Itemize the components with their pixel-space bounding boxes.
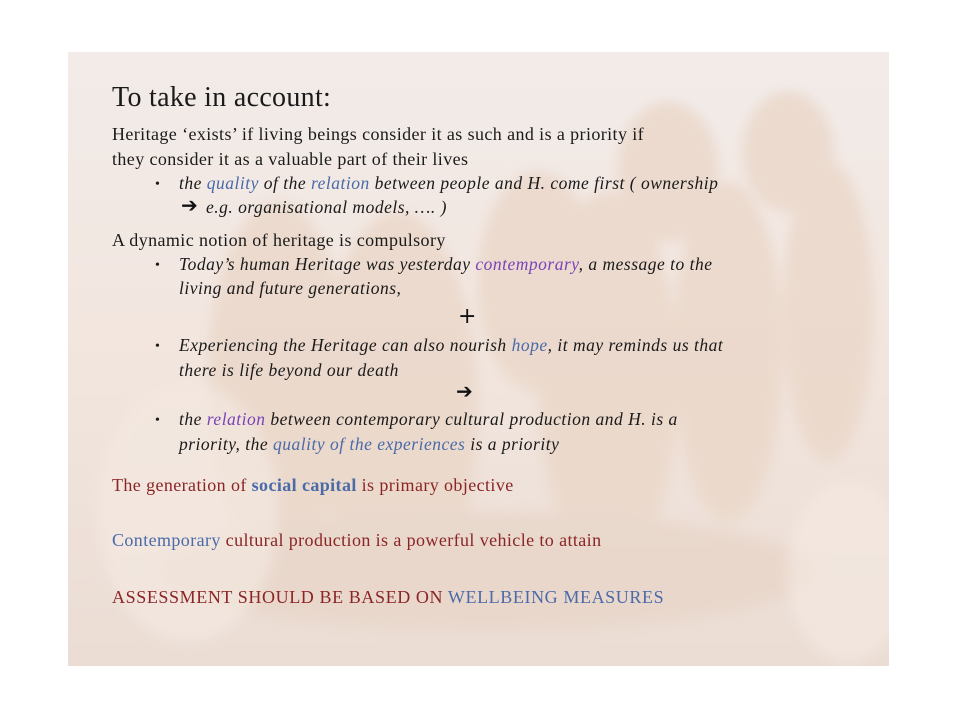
bullet4-line1 — [179, 409, 678, 430]
bullet1-text-c: of the — [258, 173, 311, 193]
bullet4-text-a: the — [179, 409, 207, 429]
arrow-right-icon: ➔ — [456, 379, 473, 403]
para2: A dynamic notion of heritage is compulsory — [112, 230, 446, 250]
bullet-dot: • — [155, 177, 160, 192]
bullet4-text-c: between contemporary cultural production and H. is a — [265, 409, 678, 429]
statement2-contemporary: Contemporary — [112, 530, 221, 550]
bullet1-line1 — [179, 173, 718, 194]
bullet-dot: • — [155, 413, 160, 428]
bullet2-contemporary: contemporary — [475, 254, 579, 274]
bullet4-line2 — [179, 434, 559, 455]
statement-assessment — [112, 587, 664, 608]
statement1-social-capital: social capital — [251, 475, 357, 495]
bullet3-line1 — [179, 335, 723, 356]
bullet1-relation: relation — [311, 173, 370, 193]
bullet2-line1 — [179, 254, 713, 275]
bullet4-relation: relation — [206, 409, 266, 429]
bullet2-line2: living and future generations, — [179, 278, 402, 298]
bullet3-hope: hope — [511, 335, 548, 355]
statement3-text-a: ASSESSMENT SHOULD BE BASED ON — [112, 587, 448, 607]
bullet-dot: • — [155, 339, 160, 354]
slide-title: To take in account: — [112, 82, 332, 113]
statement-social-capital — [112, 475, 514, 496]
statement3-wellbeing-measures: WELLBEING MEASURES — [447, 587, 665, 607]
statement-contemporary — [112, 530, 601, 551]
statement1-text-a: The generation of — [112, 475, 252, 495]
statement2-text-b: cultural production is a powerful vehicle to attain — [220, 530, 602, 550]
bullet2-text-a: Today’s human Heritage was yesterday — [179, 254, 476, 274]
para1-line2: they consider it as a valuable part of their lives — [112, 149, 469, 169]
bullet1-text-a: the — [179, 173, 207, 193]
bullet3-text-c: , it may reminds us that — [547, 335, 724, 355]
bullet-dot: • — [155, 258, 160, 273]
bullet3-line2: there is life beyond our death — [179, 360, 399, 380]
plus-icon: + — [458, 304, 477, 329]
bullet1-text-e: between people and H. come first ( ownership — [369, 173, 719, 193]
bullet1-line2: e.g. organisational models, …. ) — [206, 197, 447, 217]
arrow-right-icon: ➔ — [181, 193, 198, 217]
bullet1-quality: quality — [206, 173, 259, 193]
bullet4-quality-experiences: quality of the experiences — [273, 434, 466, 454]
bullet3-text-a: Experiencing the Heritage can also nourish — [179, 335, 512, 355]
statement1-text-c: is primary objective — [356, 475, 514, 495]
bullet4-line2-c: is a priority — [465, 434, 560, 454]
slide-content — [68, 52, 889, 666]
slide — [68, 52, 889, 666]
para1-line1: Heritage ‘exists’ if living beings consider it as such and is a priority if — [112, 124, 645, 144]
bullet2-text-c: , a message to the — [578, 254, 713, 274]
bullet4-line2-a: priority, the — [179, 434, 274, 454]
